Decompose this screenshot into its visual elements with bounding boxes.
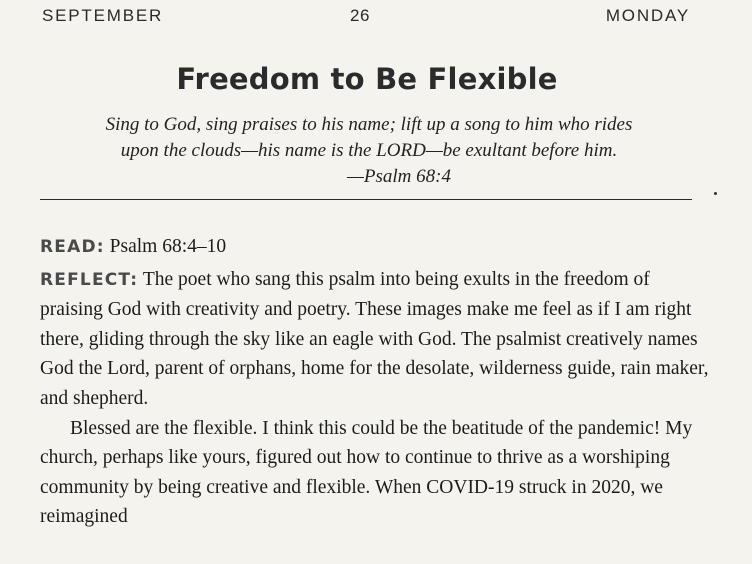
reflect-paragraph-2: Blessed are the flexible. I think this could be the beatitude of the pandemic! My church, perhaps like yours, figured out how to continue to thrive as a worshiping community by being creative and flexible. When COVID-19 struck in 2020, we reimagined — [40, 417, 693, 528]
reflect-text-1: The poet who sang this psalm into being exults in the freedom of praising God with creativity and poetry. These images make me feel as if I am right there, gliding through the sky like an eagle with God. The psalmist creatively names God the Lord, parent of orphans, home for the desolate, wilderness guide, rain maker, and shepherd. — [40, 268, 709, 409]
print-speck — [714, 192, 717, 195]
read-label: READ: — [40, 237, 105, 257]
header-month: SEPTEMBER — [42, 6, 164, 25]
scripture-verse — [24, 112, 714, 190]
read-text: Psalm 68:4–10 — [109, 236, 227, 257]
verse-reference: —Psalm 68:4 — [347, 166, 451, 187]
header-weekday: MONDAY — [605, 6, 690, 25]
page-header — [42, 6, 690, 28]
devotional-title: Freedom to Be Flexible — [176, 62, 558, 96]
reflect-paragraph-1 — [40, 265, 710, 414]
devotional-body — [40, 232, 710, 532]
section-divider — [40, 199, 692, 200]
verse-line-1: Sing to God, sing praises to his name; lift up a song to him who rides — [105, 114, 633, 135]
verse-line-2: upon the clouds—his name is the LORD—be exultant before him. — [120, 140, 618, 161]
read-line — [40, 232, 710, 263]
header-day-number: 26 — [350, 6, 370, 25]
reflect-label: REFLECT: — [40, 269, 139, 290]
